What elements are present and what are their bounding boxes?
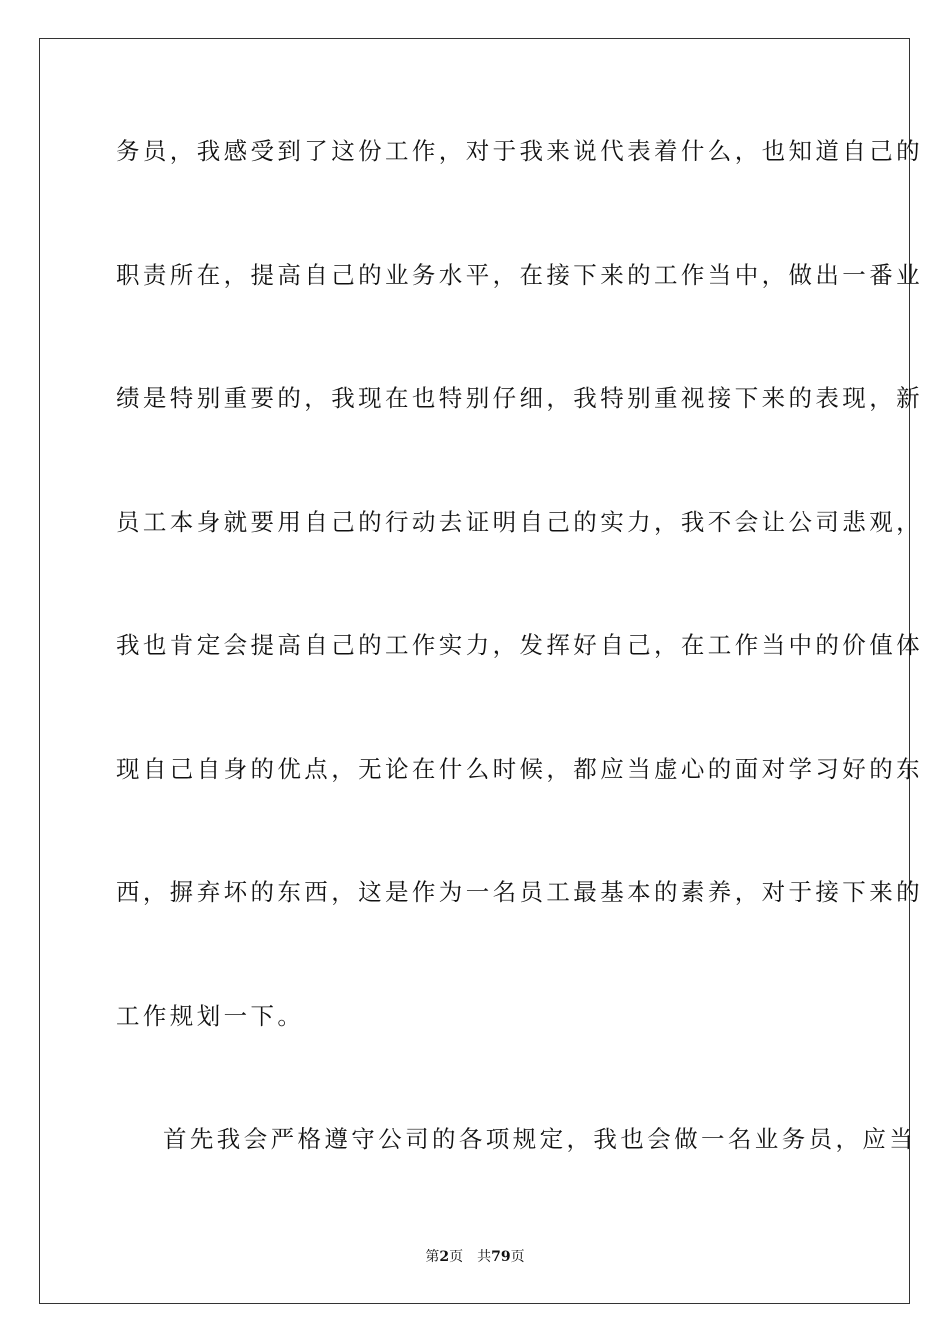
paragraph-line: 职责所在，提高自己的业务水平，在接下来的工作当中，做出一番业	[116, 260, 923, 289]
document-body	[116, 128, 923, 1240]
paragraph-line: 员工本身就要用自己的行动去证明自己的实力，我不会让公司悲观，	[116, 507, 923, 536]
page-suffix: 页	[449, 1249, 464, 1265]
page-number: 2	[439, 1249, 450, 1265]
page-prefix: 第	[425, 1249, 440, 1265]
paragraph-line: 现自己自身的优点，无论在什么时候，都应当虚心的面对学习好的东	[116, 754, 923, 783]
paragraph-line: 西，摒弃坏的东西，这是作为一名员工最基本的素养，对于接下来的	[116, 878, 923, 906]
paragraph-line: 绩是特别重要的，我现在也特别仔细，我特别重视接下来的表现，新	[116, 384, 923, 412]
total-pages: 79	[491, 1249, 511, 1265]
paragraph-line-indented: 首先我会严格遵守公司的各项规定，我也会做一名业务员，应当	[163, 1125, 917, 1153]
page-footer	[0, 1247, 950, 1267]
total-prefix: 共	[477, 1249, 492, 1265]
paragraph-line: 务员，我感受到了这份工作，对于我来说代表着什么，也知道自己的	[116, 137, 923, 165]
paragraph-line: 工作规划一下。	[116, 1001, 305, 1030]
paragraph-line: 我也肯定会提高自己的工作实力，发挥好自己，在工作当中的价值体	[116, 631, 923, 659]
total-suffix: 页	[510, 1249, 525, 1265]
